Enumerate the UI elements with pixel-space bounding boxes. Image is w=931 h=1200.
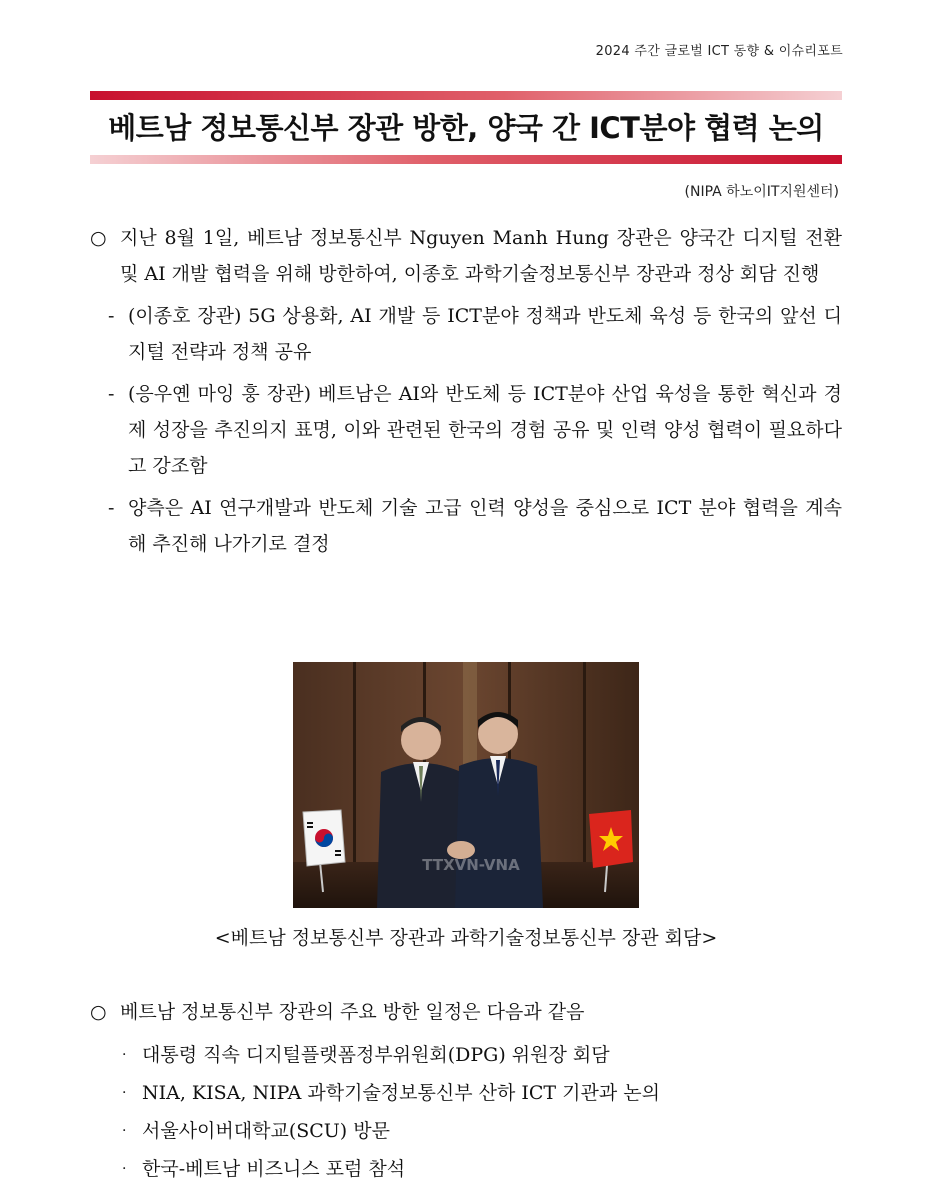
report-header-label: 2024 주간 글로벌 ICT 동향 & 이슈리포트 bbox=[595, 44, 843, 59]
dot-bullet: · bbox=[122, 1047, 127, 1063]
section-meeting bbox=[90, 220, 842, 562]
sub-bullet-item bbox=[90, 490, 842, 562]
dash-bullet: - bbox=[108, 497, 115, 519]
list-item-text: NIA, KISA, NIPA 과학기술정보통신부 산하 ICT 기관과 논의 bbox=[142, 1082, 660, 1104]
main-bullet-item bbox=[90, 220, 842, 292]
meeting-photo bbox=[293, 662, 639, 908]
sub-bullet-text: (응우옌 마잉 훙 장관) 베트남은 AI와 반도체 등 ICT분야 산업 육성을 통한 혁신과 경제 성장을 추진의지 표명, 이와 관련된 한국의 경험 공유 및 인력 양성 협력이 필요하다고 강조함 bbox=[128, 383, 842, 477]
main-bullet-text: 지난 8월 1일, 베트남 정보통신부 Nguyen Manh Hung 장관은 양국간 디지털 전환 및 AI 개발 협력을 위해 방한하여, 이종호 과학기술정보통신부 장관과 정상 회담 진행 bbox=[120, 227, 842, 285]
list-item-text: 대통령 직속 디지털플랫폼정부위원회(DPG) 위원장 회담 bbox=[142, 1044, 610, 1066]
photo-watermark: TTXVN-VNA bbox=[422, 856, 520, 874]
dash-bullet: - bbox=[108, 305, 115, 327]
circle-bullet: ○ bbox=[90, 1001, 107, 1023]
list-item bbox=[90, 1112, 842, 1150]
sub-bullet-text: 양측은 AI 연구개발과 반도체 기술 고급 인력 양성을 중심으로 ICT 분야 협력을 계속해 추진해 나가기로 결정 bbox=[128, 497, 842, 555]
photo-caption: <베트남 정보통신부 장관과 과학기술정보통신부 장관 회담> bbox=[214, 927, 718, 949]
sub-bullet-text: (이종호 장관) 5G 상용화, AI 개발 등 ICT분야 정책과 반도체 육성 등 한국의 앞선 디지털 전략과 정책 공유 bbox=[128, 305, 842, 363]
page-title: 베트남 정보통신부 장관 방한, 양국 간 ICT분야 협력 논의 bbox=[108, 111, 824, 145]
main-bullet-item bbox=[90, 994, 842, 1030]
dot-bullet: · bbox=[122, 1123, 127, 1139]
circle-bullet: ○ bbox=[90, 227, 107, 249]
sub-bullet-item bbox=[90, 376, 842, 484]
section-schedule bbox=[90, 994, 842, 1188]
sub-bullet-item bbox=[90, 298, 842, 370]
list-item-text: 한국-베트남 비즈니스 포럼 참석 bbox=[142, 1158, 406, 1180]
dash-bullet: - bbox=[108, 383, 115, 405]
list-item bbox=[90, 1150, 842, 1188]
list-item bbox=[90, 1036, 842, 1074]
dot-bullet: · bbox=[122, 1161, 127, 1177]
main-bullet-text: 베트남 정보통신부 장관의 주요 방한 일정은 다음과 같음 bbox=[120, 1001, 585, 1023]
title-bar-bottom bbox=[90, 155, 842, 164]
source-label: (NIPA 하노이IT지원센터) bbox=[684, 184, 839, 200]
list-item bbox=[90, 1074, 842, 1112]
title-bar-top bbox=[90, 91, 842, 100]
dot-bullet: · bbox=[122, 1085, 127, 1101]
list-item-text: 서울사이버대학교(SCU) 방문 bbox=[142, 1120, 390, 1142]
schedule-list bbox=[90, 1036, 842, 1188]
